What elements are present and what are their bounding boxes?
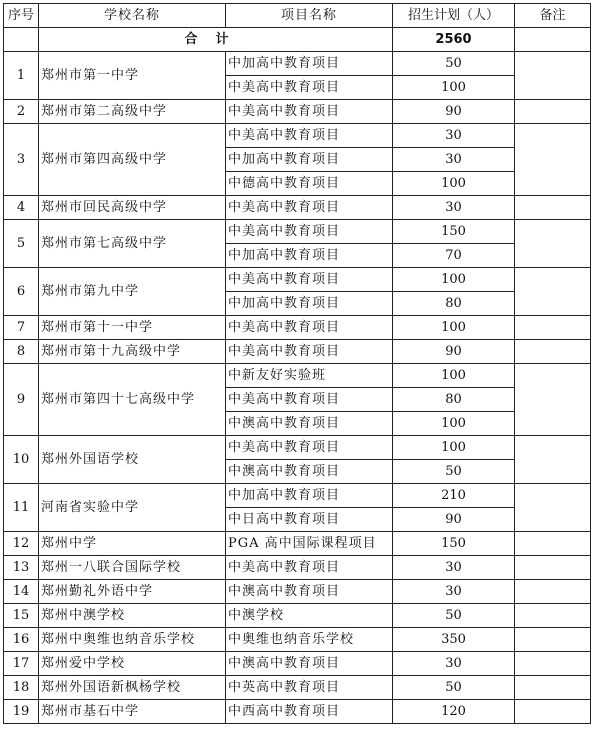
header-school: 学校名称 [39, 4, 226, 28]
table-row [4, 52, 591, 76]
project-name: 中美高中教育项目 [226, 268, 393, 292]
school-name: 郑州市第二高级中学 [39, 100, 226, 124]
row-number: 7 [4, 316, 39, 340]
enrollment-plan: 30 [393, 652, 515, 676]
enrollment-plan: 30 [393, 148, 515, 172]
school-name: 郑州市第四十七高级中学 [39, 364, 226, 436]
table-body [4, 28, 591, 724]
enrollment-plan: 30 [393, 196, 515, 220]
total-note-cell [515, 28, 591, 52]
project-name: 中美高中教育项目 [226, 388, 393, 412]
school-name: 郑州中澳学校 [39, 604, 226, 628]
table-row [4, 100, 591, 124]
row-number: 15 [4, 604, 39, 628]
enrollment-plan: 210 [393, 484, 515, 508]
table-row [4, 652, 591, 676]
enrollment-plan: 100 [393, 316, 515, 340]
enrollment-plan: 50 [393, 676, 515, 700]
school-name: 郑州市第九中学 [39, 268, 226, 316]
project-name: 中加高中教育项目 [226, 148, 393, 172]
enrollment-table [3, 3, 591, 724]
school-name: 郑州市基石中学 [39, 700, 226, 724]
note-cell [515, 676, 591, 700]
header-plan: 招生计划（人） [393, 4, 515, 28]
note-cell [515, 700, 591, 724]
enrollment-plan: 70 [393, 244, 515, 268]
project-name: 中美高中教育项目 [226, 436, 393, 460]
row-number: 13 [4, 556, 39, 580]
enrollment-sheet [3, 3, 591, 724]
table-row [4, 676, 591, 700]
school-name: 郑州市第一中学 [39, 52, 226, 100]
project-name: 中西高中教育项目 [226, 700, 393, 724]
note-cell [515, 532, 591, 556]
enrollment-plan: 100 [393, 268, 515, 292]
enrollment-plan: 100 [393, 364, 515, 388]
table-row [4, 340, 591, 364]
enrollment-plan: 30 [393, 124, 515, 148]
row-number: 3 [4, 124, 39, 196]
note-cell [515, 196, 591, 220]
note-cell [515, 364, 591, 436]
note-cell [515, 484, 591, 532]
row-number: 10 [4, 436, 39, 484]
project-name: 中美高中教育项目 [226, 124, 393, 148]
note-cell [515, 268, 591, 316]
project-name: 中美高中教育项目 [226, 220, 393, 244]
row-number: 8 [4, 340, 39, 364]
project-name: 中加高中教育项目 [226, 484, 393, 508]
row-number: 19 [4, 700, 39, 724]
total-value: 2560 [393, 28, 515, 52]
enrollment-plan: 120 [393, 700, 515, 724]
table-row [4, 220, 591, 244]
project-name: PGA 高中国际课程项目 [226, 532, 393, 556]
project-name: 中美高中教育项目 [226, 340, 393, 364]
project-name: 中美高中教育项目 [226, 196, 393, 220]
project-name: 中日高中教育项目 [226, 508, 393, 532]
row-number: 2 [4, 100, 39, 124]
school-name: 郑州市第七高级中学 [39, 220, 226, 268]
school-name: 郑州一八联合国际学校 [39, 556, 226, 580]
table-row [4, 484, 591, 508]
note-cell [515, 100, 591, 124]
table-row [4, 268, 591, 292]
enrollment-plan: 100 [393, 412, 515, 436]
school-name: 河南省实验中学 [39, 484, 226, 532]
project-name: 中美高中教育项目 [226, 556, 393, 580]
school-name: 郑州外国语新枫杨学校 [39, 676, 226, 700]
project-name: 中澳高中教育项目 [226, 652, 393, 676]
header-row [4, 4, 591, 28]
row-number: 4 [4, 196, 39, 220]
school-name: 郑州爱中学校 [39, 652, 226, 676]
note-cell [515, 628, 591, 652]
project-name: 中澳学校 [226, 604, 393, 628]
note-cell [515, 580, 591, 604]
total-row [4, 28, 591, 52]
row-number: 17 [4, 652, 39, 676]
enrollment-plan: 150 [393, 532, 515, 556]
note-cell [515, 220, 591, 268]
project-name: 中澳高中教育项目 [226, 412, 393, 436]
project-name: 中美高中教育项目 [226, 100, 393, 124]
project-name: 中德高中教育项目 [226, 172, 393, 196]
note-cell [515, 124, 591, 196]
project-name: 中美高中教育项目 [226, 316, 393, 340]
header-note: 备注 [515, 4, 591, 28]
school-name: 郑州市回民高级中学 [39, 196, 226, 220]
enrollment-plan: 80 [393, 388, 515, 412]
project-name: 中加高中教育项目 [226, 292, 393, 316]
project-name: 中新友好实验班 [226, 364, 393, 388]
enrollment-plan: 30 [393, 580, 515, 604]
project-name: 中奥维也纳音乐学校 [226, 628, 393, 652]
enrollment-plan: 90 [393, 508, 515, 532]
note-cell [515, 604, 591, 628]
school-name: 郑州外国语学校 [39, 436, 226, 484]
note-cell [515, 436, 591, 484]
table-row [4, 316, 591, 340]
table-row [4, 604, 591, 628]
school-name: 郑州中奥维也纳音乐学校 [39, 628, 226, 652]
project-name: 中加高中教育项目 [226, 52, 393, 76]
total-label: 合计 [39, 28, 393, 52]
row-number: 9 [4, 364, 39, 436]
row-number: 14 [4, 580, 39, 604]
table-row [4, 124, 591, 148]
note-cell [515, 556, 591, 580]
enrollment-plan: 90 [393, 340, 515, 364]
table-row [4, 700, 591, 724]
school-name: 郑州市第十一中学 [39, 316, 226, 340]
project-name: 中加高中教育项目 [226, 244, 393, 268]
enrollment-plan: 100 [393, 172, 515, 196]
table-row [4, 196, 591, 220]
table-row [4, 364, 591, 388]
school-name: 郑州中学 [39, 532, 226, 556]
enrollment-plan: 80 [393, 292, 515, 316]
enrollment-plan: 50 [393, 460, 515, 484]
table-row [4, 436, 591, 460]
project-name: 中澳高中教育项目 [226, 460, 393, 484]
enrollment-plan: 50 [393, 52, 515, 76]
header-no: 序号 [4, 4, 39, 28]
row-number: 1 [4, 52, 39, 100]
note-cell [515, 652, 591, 676]
enrollment-plan: 30 [393, 556, 515, 580]
note-cell [515, 52, 591, 100]
total-no-cell [4, 28, 39, 52]
enrollment-plan: 100 [393, 436, 515, 460]
enrollment-plan: 90 [393, 100, 515, 124]
row-number: 6 [4, 268, 39, 316]
enrollment-plan: 50 [393, 604, 515, 628]
row-number: 18 [4, 676, 39, 700]
row-number: 16 [4, 628, 39, 652]
project-name: 中美高中教育项目 [226, 76, 393, 100]
project-name: 中澳高中教育项目 [226, 580, 393, 604]
row-number: 11 [4, 484, 39, 532]
school-name: 郑州市第四高级中学 [39, 124, 226, 196]
table-row [4, 556, 591, 580]
school-name: 郑州市第十九高级中学 [39, 340, 226, 364]
row-number: 12 [4, 532, 39, 556]
enrollment-plan: 350 [393, 628, 515, 652]
enrollment-plan: 150 [393, 220, 515, 244]
table-header [4, 4, 591, 28]
school-name: 郑州勤礼外语中学 [39, 580, 226, 604]
note-cell [515, 340, 591, 364]
table-row [4, 628, 591, 652]
enrollment-plan: 100 [393, 76, 515, 100]
table-row [4, 532, 591, 556]
table-row [4, 580, 591, 604]
row-number: 5 [4, 220, 39, 268]
header-project: 项目名称 [226, 4, 393, 28]
note-cell [515, 316, 591, 340]
project-name: 中英高中教育项目 [226, 676, 393, 700]
